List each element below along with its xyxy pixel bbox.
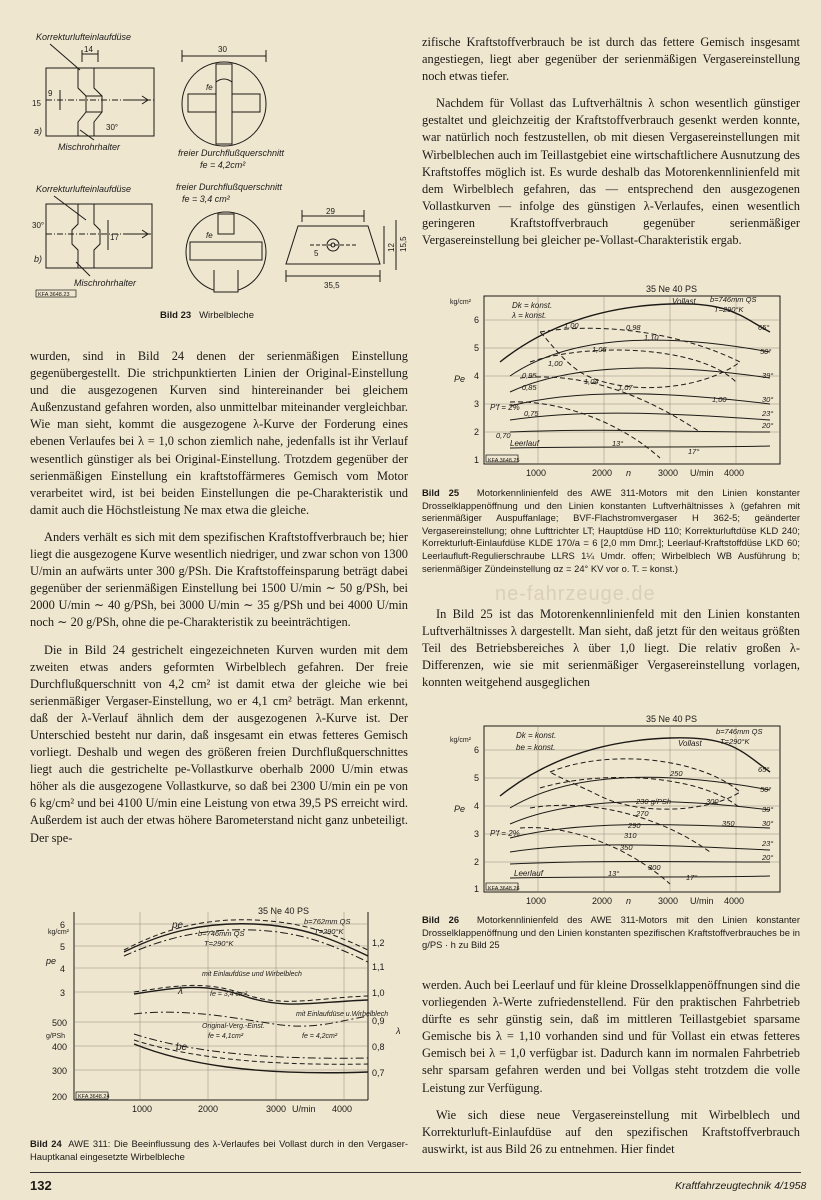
right-column-bottom bbox=[422, 977, 800, 1168]
fig24-caption-text: AWE 311: Die Beeinflussung des λ-Verlaufes bei Vollast durch in den Vergaser-Hauptkanal eingesetzte Wirbelbleche bbox=[30, 1138, 408, 1162]
fig25-l070: 0,70 bbox=[496, 431, 511, 440]
watermark: ne-fahrzeuge.de bbox=[495, 583, 656, 605]
fig26-n: n bbox=[626, 896, 632, 906]
fig24-be-300: 300 bbox=[52, 1066, 68, 1076]
fig24-mit2: mit Einlaufdüse u.Wirbelblech bbox=[296, 1011, 389, 1018]
fig25-vollast: Vollast bbox=[672, 297, 696, 306]
left-column bbox=[30, 348, 408, 857]
right-paragraph-2: Nachdem für Vollast das Luftverhältnis λ schon wesentlich günstiger gestaltet und gleichzeitig der Kraftstoffverbrauch gesenkt werden konnte, war natürlich noch festzustellen, ob mit diesen Vergasereinstellungen mit Wirbelblechen auch im Teillastgebiet eine wirtschaftlichere Ausnutzung des Kraftstoffes möglich ist. Es wurde deshalb das Motorenkennlinienfeld mit dem Wirbelblech gefahren, das — entsprechend den ausgezogenen Vollastkurven — infolge des günstigen λ-Verlaufes, einen wesentlich geringeren Kraftstoffverbrauch gegenüber serienmäßiger Vergasereinstellung bei gleicher pe-Vollast-Charakteristik ergab. bbox=[422, 96, 800, 248]
fig26-angle-65: 65° bbox=[758, 765, 770, 774]
fig23-dim-12: 12 bbox=[387, 243, 396, 252]
fig26-angle-20: 20° bbox=[762, 853, 774, 862]
fig23-dim-155: 15,5 bbox=[399, 236, 408, 252]
fig25-pe-axis: Pe bbox=[454, 374, 466, 384]
fig23-mischrohrhalter-a: Mischrohrhalter bbox=[58, 142, 121, 152]
fig24-r-09: 0,9 bbox=[372, 1016, 385, 1026]
fig24-lambda-curve-label: λ bbox=[178, 986, 183, 997]
fig25-x-1000: 1000 bbox=[526, 468, 547, 478]
fig26-y-6: 6 bbox=[474, 745, 480, 755]
fig23-caption bbox=[160, 310, 254, 323]
fig25-pf: P'f = 2% bbox=[490, 403, 520, 412]
fig25-lambda-11: 1,00 bbox=[712, 395, 727, 404]
fig24-x-2000: 2000 bbox=[198, 1104, 219, 1114]
right-column-mid bbox=[422, 606, 800, 701]
fig26-be-5: 310 bbox=[624, 831, 637, 840]
fig24-be-200: 200 bbox=[52, 1092, 68, 1102]
fig26-caption bbox=[422, 914, 800, 952]
fig26-pe-axis: Pe bbox=[454, 804, 466, 814]
fig26-be: be = konst. bbox=[516, 743, 556, 752]
fig25-angle-20: 20° bbox=[762, 421, 774, 430]
fig26-y-1: 1 bbox=[474, 884, 480, 894]
fig26-vollast: Vollast bbox=[678, 739, 702, 748]
fig26-angle-23: 23° bbox=[762, 839, 774, 848]
left-paragraph-3: Die in Bild 24 gestrichelt eingezeichneten Kurven wurden mit dem zweiten etwas anders geformten Wirbelblech gefahren. Der freie Durchflußquerschnitt von 4,2 cm² ist damit etwa der gleiche wie bei serienmäßiger Vergaser-Einstellung, wo er 4,1 cm² beträgt. Man erkennt, daß der λ-Verlauf ähnlich dem der ausgezogenen λ-Kurve ist. Der Unterschied besteht nur darin, daß insgesamt ein etwas fetteres Gemisch vorliegt. Deshalb und wegen des größeren freien Durchflußquerschnittes liegt auch die gestrichelte pe-Vollastkurve oberhalb 2000 U/min etwas höher als die ausgezogene Vollastkurve, so daß bei 2300 U/min ein pe von 6 kg/cm² und bei 4100 U/min eine Leistung von etwa 39,5 PS erreicht wird. Außerdem ist auch der etwas höhere Barometerstand nicht ganz unbeteiligt. Der spe- bbox=[30, 642, 408, 845]
fig25-lambda-6: 1,04 bbox=[584, 377, 599, 386]
fig25-header: 35 Ne 40 PS bbox=[646, 284, 698, 294]
fig25-lam: λ = konst. bbox=[512, 311, 547, 320]
fig24-gpsh: g/PSh bbox=[46, 1033, 66, 1040]
fig26-umin: U/min bbox=[690, 896, 714, 906]
fig26-dk: Dk = konst. bbox=[516, 731, 557, 740]
fig25-caption-text: Motorkennlinienfeld des AWE 311-Motors mit den Linien konstanter Drosselklappenöffnung und den Linien konstanten Luftverhältnisses λ (gefahren mit serienmäßiger Auspuffanlage; BVF-Flachstromvergaser H 362-5; geänderter Vergasereinstellung; ohne Lufttrichter LT; Hauptdüse HD 110; Korrekturluftdüse KLD 240; Korrekturluft-Einlaufdüse KLDE 170/a = 6 [2,0 mm Dmr.]; Leerlauf-Kraftstoffdüse LKD 60; Leerlaufluft-Regulierschraube LLRS 1¼ Umdr. offen; Wirbelblech WB Ausführung b; serienmäßiger Zündeinstellung αz = 24° KV vor o. T. = konst.) bbox=[422, 487, 800, 574]
fig26-x-4000: 4000 bbox=[724, 896, 745, 906]
fig23-fe-b: fe bbox=[206, 231, 213, 240]
fig26-x-2000: 2000 bbox=[592, 896, 613, 906]
right-paragraph-3: In Bild 25 ist das Motorenkennlinienfeld mit den Linien konstanten Luftverhältnisses λ dargestellt. Man sieht, daß jetzt für den weitaus größten Teil des Betriebsbereiches λ über 1,0 liegt. Die relativ großen λ-Differenzen, wie sie mit serienmäßiger Vergasereinstellung vorlagen, konnten weitgehend ausgeglichen bbox=[422, 607, 800, 690]
fig25-y-5: 5 bbox=[474, 343, 480, 353]
fig26-be-6: 350 bbox=[620, 843, 633, 852]
fig25-lambda-5: 1,07 bbox=[618, 383, 633, 392]
fig23-dim-17: 17 bbox=[110, 233, 119, 242]
figure-24 bbox=[34, 904, 414, 1136]
fig26-stamp: KFA 3648.26 bbox=[488, 886, 520, 892]
fig23-label-a: a) bbox=[34, 126, 43, 136]
fig25-n: n bbox=[626, 468, 632, 478]
fig26-y-3: 3 bbox=[474, 829, 480, 839]
fig25-x-3000: 3000 bbox=[658, 468, 679, 478]
fig26-angle-39: 39° bbox=[762, 805, 774, 814]
fig23-caption-num: Bild 23 bbox=[160, 310, 192, 321]
fig25-lambda-8: 0,95 bbox=[522, 371, 537, 380]
fig25-angle-39: 39° bbox=[762, 371, 774, 380]
fig26-y-5: 5 bbox=[474, 773, 480, 783]
fig24-fe1: fe = 3,4 cm² bbox=[210, 991, 248, 998]
fig26-be-3: 270 bbox=[636, 809, 649, 818]
fig25-lambda-3: 1,05 bbox=[592, 345, 607, 354]
fig24-be-400: 400 bbox=[52, 1042, 68, 1052]
fig26-angle-30: 30° bbox=[762, 819, 774, 828]
fig23-mischrohrhalter-b: Mischrohrhalter bbox=[74, 278, 137, 288]
journal-name: Kraftfahrzeugtechnik 4/1958 bbox=[675, 1180, 807, 1192]
fig24-lambda-axis: λ bbox=[396, 1026, 401, 1036]
right-column-top bbox=[422, 34, 800, 259]
fig24-x-4000: 4000 bbox=[332, 1104, 353, 1114]
fig25-caption-num: Bild 25 bbox=[422, 487, 460, 498]
fig25-lambda-9: 0,85 bbox=[522, 383, 537, 392]
fig24-r-07: 0,7 bbox=[372, 1068, 385, 1078]
fig25-angle-17: 17° bbox=[688, 447, 700, 456]
fig25-kgcm: kg/cm² bbox=[450, 299, 471, 306]
left-paragraph-1: wurden, sind in Bild 24 denen der serienmäßigen Einstellung gegenübergestellt. Die strichpunktierten Linien der Original-Einstellung und die ausgezogenen Kurven sind hintereinander bei gleichem Außenzustand gefahren worden, also unmittelbar miteinander vergleichbar. Wie man sieht, kommt die ausgezogene λ-Kurve der Forderung eines ebenen Verlaufes bei λ = 1,0 schon ziemlich nahe, jedenfalls ist ihr Verlauf wesentlich günstiger als bei Original-Einstellung. Trotzdem gegenüber der serienmäßigen Einstellung ein kraftstoffärmeres Gemisch vom Motor verarbeitet wird, ist bei beiden Einstellungen die pe-Charakteristik und damit auch die Höchstleistung Ne max etwa die gleiche. bbox=[30, 349, 408, 517]
fig26-pf: P'f = 2% bbox=[490, 829, 520, 838]
fig23-dim-30: 30 bbox=[218, 45, 227, 54]
fig24-caption bbox=[30, 1138, 408, 1163]
fig26-caption-text: Motorkennlinienfeld des AWE 311-Motors mit den Linien konstanter Drosselklappenöffnung und den Linien konstanten spezifischen Kraftstoffverbrauches be in g/PS · h zu Bild 25 bbox=[422, 914, 800, 951]
fig25-umin: U/min bbox=[690, 468, 714, 478]
footer-rule bbox=[30, 1172, 801, 1173]
fig23-label-bottom-title: Korrekturlufteinlaufdüse bbox=[36, 184, 132, 194]
page-number: 132 bbox=[30, 1178, 52, 1193]
fig25-caption bbox=[422, 487, 800, 575]
fig26-be-7: 300 bbox=[706, 797, 719, 806]
figure-23 bbox=[30, 30, 410, 298]
fig26-b: b=746mm QS bbox=[716, 727, 763, 736]
fig26-caption-num: Bild 26 bbox=[422, 914, 460, 925]
fig25-lambda-7: 1,00 bbox=[548, 359, 563, 368]
fig25-t: T=290°K bbox=[714, 305, 744, 314]
fig24-b1: b=746mm QS bbox=[198, 929, 245, 938]
fig23-dim-5: 5 bbox=[314, 249, 319, 258]
fig24-x-3000: 3000 bbox=[266, 1104, 287, 1114]
fig23-angle-30b: 30° bbox=[32, 221, 45, 230]
fig23-dim-15: 15 bbox=[32, 99, 41, 108]
fig26-be-1: 250 bbox=[670, 769, 683, 778]
fig23-fe-a: fe bbox=[206, 83, 213, 92]
fig26-leerlauf: Leerlauf bbox=[514, 869, 543, 878]
right-paragraph-4: werden. Auch bei Leerlauf und für kleine Drosselklappenöffnungen sind die vorliegenden λ-Werte zufriedenstellend. Für den praktischen Fahrbetrieb dürfte es sehr günstig sein, daß im mittleren Teillastgebiet sparsame Gemische bis λ = 1,10 vorhanden sind und für Vollast ein etwas fetteres Gemisch bei λ = 1,0 verfügbar ist. Dadurch kann im normalen Fahrbetrieb sehr sparsam gefahren werden und bei Vollgas steht trotzdem die volle Leistung zur Verfügung. bbox=[422, 978, 800, 1095]
fig26-be-4: 290 bbox=[628, 821, 641, 830]
fig24-be-curve-label: be bbox=[176, 1042, 188, 1053]
fig24-caption-num: Bild 24 bbox=[30, 1138, 62, 1149]
fig23-label-top-title: Korrekturlufteinlaufdüse bbox=[36, 32, 132, 42]
fig23-dim-355: 35,5 bbox=[324, 281, 340, 290]
left-paragraph-2: Anders verhält es sich mit dem spezifischen Kraftstoffverbrauch be; hier liegt die ausgezogene Kurve wesentlich niedriger, und zwar schon von 1300 U/min an aufwärts unter 300 g/PSh. Die Kraftstoffeinsparung beträgt dabei gegenüber der serienmäßigen Einstellung bei 1500 U/min ∼ 50 g/PSh, bei 2000 U/min ∼ 40 g/PSh, bei 3000 U/min ∼ 35 g/PSh und bei 4000 U/min noch ∼ 20 g/PSh, ohne die pe-Charakteristik zu beeinträchtigen. bbox=[30, 529, 408, 630]
fig24-pe-6: 6 bbox=[60, 920, 66, 930]
fig26-angle-17: 17° bbox=[686, 873, 698, 882]
fig25-angle-23: 23° bbox=[762, 409, 774, 418]
fig25-lambda-1: 1,00 bbox=[564, 321, 579, 330]
fig25-y-6: 6 bbox=[474, 315, 480, 325]
fig24-r-10: 1,0 bbox=[372, 988, 385, 998]
fig24-x-1000: 1000 bbox=[132, 1104, 153, 1114]
fig26-t: T=290°K bbox=[720, 737, 750, 746]
fig23-angle-30: 30° bbox=[106, 123, 119, 132]
fig26-x-1000: 1000 bbox=[526, 896, 547, 906]
fig24-orig: Original-Verg.-Einst. bbox=[202, 1023, 265, 1030]
fig23-dim-29: 29 bbox=[326, 207, 335, 216]
fig24-b2: b=762mm QS bbox=[304, 917, 351, 926]
fig24-pe-4: 4 bbox=[60, 964, 66, 974]
right-paragraph-1: zifische Kraftstoffverbrauch be ist durch das fettere Gemisch insgesamt angestiegen, liegt aber gegenüber der serienmäßigen Vergasereinstellung noch etwas tiefer. bbox=[422, 35, 800, 84]
fig26-be-9: 300 bbox=[648, 863, 661, 872]
fig25-stamp: KFA 3648.25 bbox=[488, 458, 520, 464]
fig23-stamp: KFA 3648.23 bbox=[38, 292, 70, 298]
fig23-freier-a: freier Durchflußquerschnitt bbox=[178, 148, 285, 158]
fig24-t2: T=290°K bbox=[314, 927, 344, 936]
fig26-kgcm: kg/cm² bbox=[450, 737, 471, 744]
fig25-lambda-2: 0,98 bbox=[626, 323, 641, 332]
fig25-angle-13: 13° bbox=[612, 439, 624, 448]
fig24-mit1: mit Einlaufdüse und Wirbelblech bbox=[202, 971, 302, 978]
fig23-fe-a-val: fe = 4,2cm² bbox=[200, 160, 246, 170]
fig25-x-4000: 4000 bbox=[724, 468, 745, 478]
figure-25 bbox=[440, 282, 790, 482]
fig24-r-08: 0,8 bbox=[372, 1042, 385, 1052]
fig24-pe-5: 5 bbox=[60, 942, 66, 952]
fig26-angle-50: 50° bbox=[760, 785, 772, 794]
fig24-umin: U/min bbox=[292, 1104, 316, 1114]
fig26-y-4: 4 bbox=[474, 801, 480, 811]
fig23-caption-text: Wirbelbleche bbox=[199, 310, 254, 321]
fig24-kgcm: kg/cm² bbox=[48, 929, 69, 936]
fig25-angle-50: 50° bbox=[760, 347, 772, 356]
fig24-pe-curve-label: pe bbox=[172, 920, 184, 931]
fig23-label-b: b) bbox=[34, 254, 43, 264]
fig24-fe3: fe = 4,1cm² bbox=[208, 1033, 244, 1040]
fig26-x-3000: 3000 bbox=[658, 896, 679, 906]
fig25-y-4: 4 bbox=[474, 371, 480, 381]
fig25-y-2: 2 bbox=[474, 427, 480, 437]
fig25-x-2000: 2000 bbox=[592, 468, 613, 478]
fig23-dim-9: 9 bbox=[48, 89, 53, 98]
fig24-pe-3: 3 bbox=[60, 988, 66, 998]
fig25-angle-65: 65° bbox=[758, 323, 770, 332]
fig24-header: 35 Ne 40 PS bbox=[258, 906, 310, 916]
fig24-r-11: 1,1 bbox=[372, 962, 385, 972]
fig25-lambda-4: 1,10 bbox=[644, 333, 659, 342]
fig25-y-1: 1 bbox=[474, 455, 480, 465]
fig25-y-3: 3 bbox=[474, 399, 480, 409]
fig25-leerlauf: Leerlauf bbox=[510, 439, 539, 448]
fig26-y-2: 2 bbox=[474, 857, 480, 867]
fig26-angle-13: 13° bbox=[608, 869, 620, 878]
fig24-r-12: 1,2 bbox=[372, 938, 385, 948]
fig24-pe-axis: pe bbox=[46, 956, 57, 966]
fig25-angle-30: 30° bbox=[762, 395, 774, 404]
fig25-dk: Dk = konst. bbox=[512, 301, 553, 310]
figure-26 bbox=[440, 712, 790, 908]
fig23-fe-b-val: fe = 3,4 cm² bbox=[182, 194, 230, 204]
fig23-freier-b: freier Durchflußquerschnitt bbox=[176, 182, 283, 192]
fig24-t1: T=290°K bbox=[204, 939, 234, 948]
fig26-be-8: 350 bbox=[722, 819, 735, 828]
fig24-be-500: 500 bbox=[52, 1018, 68, 1028]
fig23-dim-14: 14 bbox=[84, 45, 93, 54]
fig25-b: b=746mm QS bbox=[710, 295, 757, 304]
fig26-header: 35 Ne 40 PS bbox=[646, 714, 698, 724]
fig26-be-2: 230 g/PSh bbox=[636, 797, 672, 806]
fig24-fe2: fe = 4,2cm² bbox=[302, 1033, 338, 1040]
fig25-lambda-10: 0,75 bbox=[524, 409, 539, 418]
fig24-stamp: KFA 3648.24 bbox=[78, 1094, 110, 1100]
right-paragraph-5: Wie sich diese neue Vergasereinstellung mit Wirbelblech und Korrekturluft-Einlaufdüse auf den spezifischen Kraftstoffverbrauch auswirkt, ist aus Bild 26 zu entnehmen. Hier findet bbox=[422, 1107, 800, 1156]
